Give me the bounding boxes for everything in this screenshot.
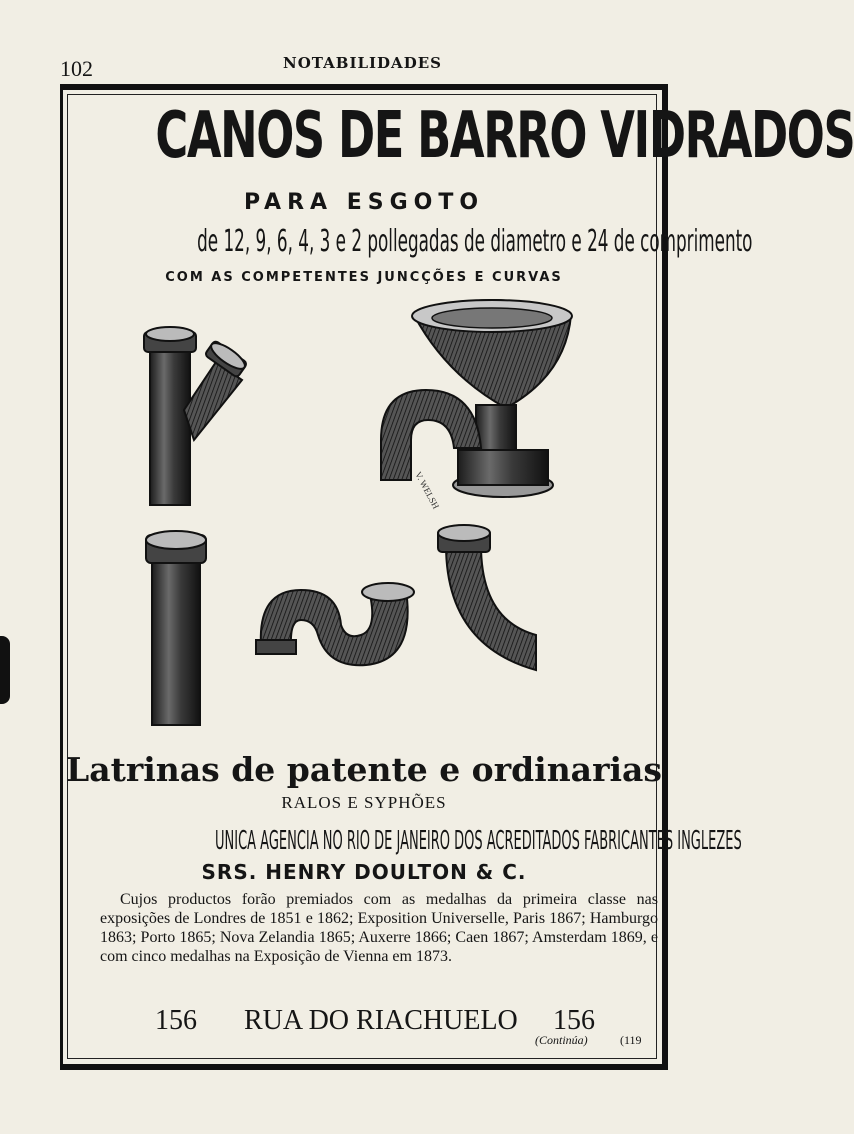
fittings-line: COM AS COMPETENTES JUNCÇÕES E CURVAS: [165, 270, 563, 285]
ad-title: CANOS DE BARRO VIDRADOS: [155, 99, 854, 173]
address-street: RUA DO RIACHUELO: [244, 1005, 518, 1036]
awards-paragraph: Cujos productos forão premiados com as medalhas da primeira classe nas exposições de Londres de 1851 e 1862; Exposition Universelle, Paris 1867; Hamburgo 1863; Porto 1865; Nova Zelandia 1865; Auxerre 1866; Caen 1867; Amsterdam 1869, e com cinco medalhas na Exposição de Vienna em 1873.: [100, 891, 658, 965]
running-title: NOTABILIDADES: [283, 54, 442, 72]
address-number-left: 156: [155, 1005, 197, 1036]
ralos-line: RALOS E SYPHÕES: [281, 793, 447, 812]
ink-blot: [0, 636, 10, 704]
page-number: 102: [60, 56, 93, 81]
address-number-right: 156: [553, 1005, 595, 1036]
page-code: (119: [620, 1033, 642, 1047]
ad-subtitle: PARA ESGOTO: [243, 190, 485, 215]
agencia-line: UNICA AGENCIA NO RIO DE JANEIRO DOS ACREDITADOS FABRICANTES INGLEZES: [215, 826, 742, 856]
latrinas-heading: Latrinas de patente e ordinarias: [66, 750, 662, 789]
continua-note: (Continúa): [535, 1033, 588, 1047]
toilet-pan-icon: [381, 300, 572, 497]
bend-pipe-icon: [438, 525, 536, 670]
maker-name: SRS. HENRY DOULTON & C.: [201, 860, 527, 884]
s-trap-icon: [256, 583, 414, 665]
pipes-engraving: [66, 290, 662, 740]
straight-pipe-icon: [146, 531, 206, 725]
engraver-signature: V. WELSH: [413, 470, 442, 511]
y-junction-pipe-icon: [144, 327, 248, 505]
pipe-dimensions: de 12, 9, 6, 4, 3 e 2 pollegadas de diametro e 24 de comprimento: [197, 224, 753, 259]
